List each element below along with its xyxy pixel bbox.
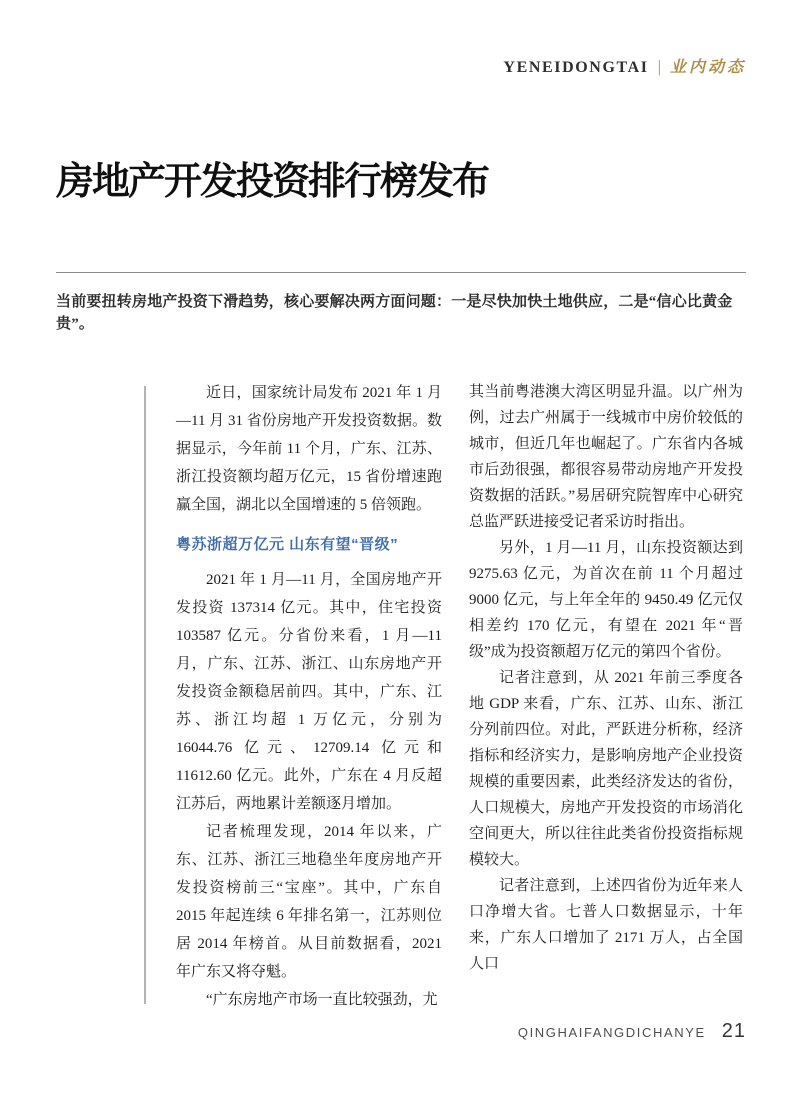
body-column-right — [469, 379, 743, 977]
journal-name-pinyin: YENEIDONGTAI — [503, 59, 649, 76]
section-name: 业内动态 — [669, 59, 746, 76]
page-number: 21 — [721, 1020, 746, 1042]
paragraph: 2021 年 1 月—11 月，全国房地产开发投资 137314 亿元。其中，住宅投资 103587 亿元。分省份来看，1 月—11 月，广东、江苏、浙江、山东房地产开发投资金额稳居前四。其中，广东、江苏、浙江均超 1 万亿元，分别为 16044.76 亿元、12709.14 亿元和 11612.60 亿元。此外，广东在 4 月反超江苏后，两地累计差额逐月增加。 — [176, 572, 442, 812]
paragraph: 另外，1 月—11 月，山东投资额达到 9275.63 亿元，为首次在前 11 个月超过 9000 亿元，与上年全年的 9450.49 亿元仅相差约 170 亿元，有望在 2021 年“晋级”成为投资额超万亿元的第四个省份。 — [469, 540, 743, 660]
running-head-divider: | — [657, 57, 661, 76]
column-accent-line — [144, 386, 146, 1004]
paragraph: 记者梳理发现，2014 年以来，广东、江苏、浙江三地稳坐年度房地产开发投资榜前三“宝座”。其中，广东自 2015 年起连续 6 年排名第一，江苏则位居 2014 年榜首。从目前数据看，2021 年广东又将夺魁。 — [176, 824, 442, 980]
paragraph: 近日，国家统计局发布 2021 年 1 月—11 月 31 省份房地产开发投资数据。数据显示，今年前 11 个月，广东、江苏、浙江投资额均超万亿元，15 省份增速跑赢全国，湖北以全国增速的 5 倍领跑。 — [176, 385, 442, 513]
body-column-left — [176, 379, 442, 1014]
paragraph: “广东房地产市场一直比较强劲，尤 — [206, 992, 438, 1008]
paragraph: 记者注意到，上述四省份为近年来人口净增大省。七普人口数据显示，十年来，广东人口增加了 2171 万人，占全国人口 — [469, 878, 743, 972]
page-footer — [518, 1020, 746, 1043]
paragraph: 其当前粤港澳大湾区明显升温。以广州为例，过去广州属于一线城市中房价较低的城市，但近几年也崛起了。广东省内各城市后劲很强，都很容易带动房地产开发投资数据的活跃。”易居研究院智库中心研究总监严跃进接受记者采访时指出。 — [469, 384, 743, 530]
article-standfirst: 当前要扭转房地产投资下滑趋势，核心要解决两方面问题：一是尽快加快土地供应，二是“信心比黄金贵”。 — [56, 294, 733, 332]
section-subhead: 粤苏浙超万亿元 山东有望“晋级” — [176, 536, 399, 553]
paragraph: 记者注意到，从 2021 年前三季度各地 GDP 来看，广东、江苏、山东、浙江分列前四位。对此，严跃进分析称，经济指标和经济实力，是影响房地产企业投资规模的重要因素，此类经济发达的省份，人口规模大，房地产开发投资的市场消化空间更大，所以往往此类省份投资指标规模较大。 — [469, 670, 743, 868]
title-divider-rule — [56, 272, 746, 273]
article-title: 房地产开发投资排行榜发布 — [56, 161, 489, 203]
journal-name-footer: QINGHAIFANGDICHANYE — [517, 1025, 706, 1040]
running-head — [503, 54, 746, 77]
